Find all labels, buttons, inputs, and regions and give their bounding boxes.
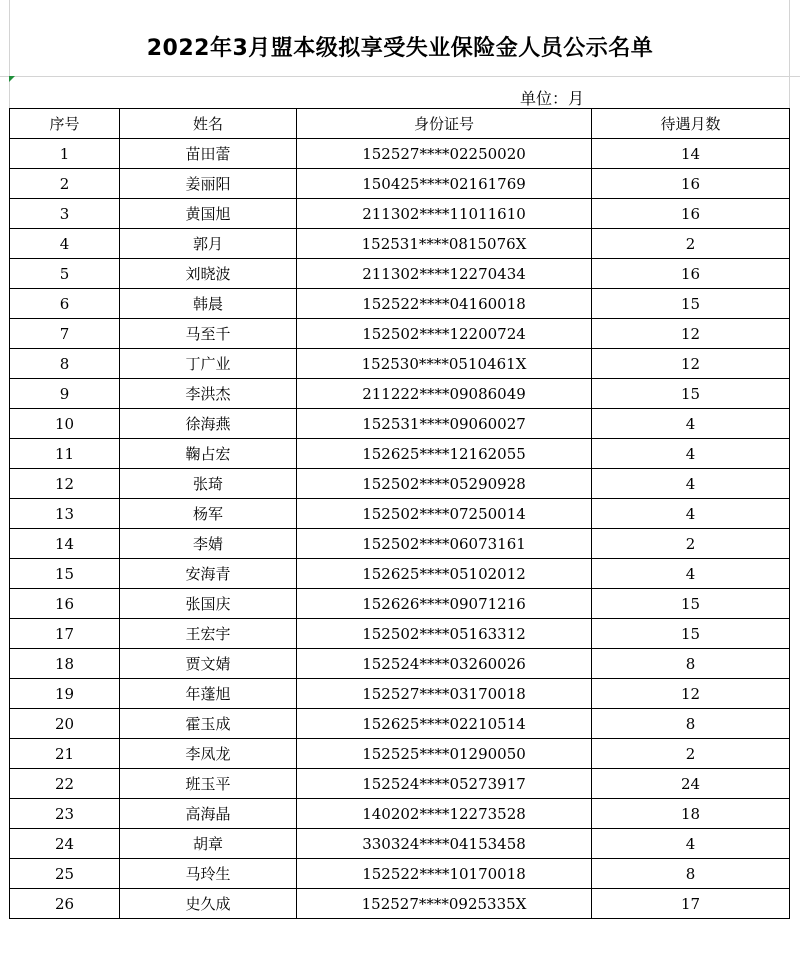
row-index-cell: 11	[10, 439, 120, 469]
row-index-cell: 19	[10, 679, 120, 709]
row-index-cell: 3	[10, 199, 120, 229]
table-row	[10, 319, 790, 349]
roster-body	[10, 139, 790, 919]
row-index-cell: 13	[10, 499, 120, 529]
row-index-cell: 4	[10, 229, 120, 259]
name-cell: 安海青	[120, 559, 297, 589]
name-cell: 霍玉成	[120, 709, 297, 739]
table-row	[10, 229, 790, 259]
row-index-cell: 12	[10, 469, 120, 499]
row-index-cell: 18	[10, 649, 120, 679]
name-cell: 黄国旭	[120, 199, 297, 229]
benefit-months-cell: 14	[592, 139, 790, 169]
id-number-cell: 152502****12200724	[297, 319, 592, 349]
unit-label: 单位：月	[520, 89, 585, 108]
row-index-cell: 14	[10, 529, 120, 559]
row-index-cell: 26	[10, 889, 120, 919]
id-number-cell: 152626****09071216	[297, 589, 592, 619]
name-cell: 胡章	[120, 829, 297, 859]
benefit-months-cell: 2	[592, 229, 790, 259]
row-index-cell: 5	[10, 259, 120, 289]
id-number-cell: 152527****0925335X	[297, 889, 592, 919]
id-number-cell: 152530****0510461X	[297, 349, 592, 379]
name-cell: 韩晨	[120, 289, 297, 319]
table-row	[10, 859, 790, 889]
table-row	[10, 709, 790, 739]
id-number-cell: 152625****12162055	[297, 439, 592, 469]
benefit-months-cell: 4	[592, 559, 790, 589]
id-number-cell: 330324****04153458	[297, 829, 592, 859]
row-index-cell: 23	[10, 799, 120, 829]
id-number-cell: 152524****03260026	[297, 649, 592, 679]
name-cell: 马至千	[120, 319, 297, 349]
name-cell: 高海晶	[120, 799, 297, 829]
row-index-cell: 22	[10, 769, 120, 799]
id-number-cell: 152502****07250014	[297, 499, 592, 529]
table-row	[10, 439, 790, 469]
table-row	[10, 379, 790, 409]
row-index-cell: 17	[10, 619, 120, 649]
benefit-months-cell: 2	[592, 739, 790, 769]
name-cell: 李凤龙	[120, 739, 297, 769]
table-row	[10, 199, 790, 229]
row-index-cell: 16	[10, 589, 120, 619]
id-number-cell: 211302****11011610	[297, 199, 592, 229]
id-number-cell: 152525****01290050	[297, 739, 592, 769]
benefit-months-cell: 15	[592, 589, 790, 619]
benefit-months-cell: 16	[592, 259, 790, 289]
name-cell: 贾文婧	[120, 649, 297, 679]
row-index-cell: 2	[10, 169, 120, 199]
benefit-months-cell: 12	[592, 349, 790, 379]
table-row	[10, 289, 790, 319]
table-row	[10, 649, 790, 679]
benefit-months-cell: 15	[592, 289, 790, 319]
page-title: 2022年3月盟本级拟享受失业保险金人员公示名单	[146, 35, 654, 61]
table-row	[10, 799, 790, 829]
row-index-cell: 6	[10, 289, 120, 319]
name-cell: 丁广业	[120, 349, 297, 379]
row-index-cell: 15	[10, 559, 120, 589]
id-number-cell: 152527****03170018	[297, 679, 592, 709]
table-row	[10, 169, 790, 199]
table-row	[10, 889, 790, 919]
id-number-cell: 211222****09086049	[297, 379, 592, 409]
table-row	[10, 529, 790, 559]
table-row	[10, 829, 790, 859]
roster-table	[9, 108, 790, 919]
row-index-cell: 21	[10, 739, 120, 769]
name-cell: 鞠占宏	[120, 439, 297, 469]
id-number-cell: 152625****05102012	[297, 559, 592, 589]
name-cell: 史久成	[120, 889, 297, 919]
row-index-cell: 10	[10, 409, 120, 439]
id-number-cell: 152502****05290928	[297, 469, 592, 499]
id-number-cell: 152502****05163312	[297, 619, 592, 649]
id-number-cell: 152527****02250020	[297, 139, 592, 169]
benefit-months-cell: 8	[592, 709, 790, 739]
column-header-index: 序号	[10, 109, 120, 139]
row-index-cell: 8	[10, 349, 120, 379]
benefit-months-cell: 24	[592, 769, 790, 799]
id-number-cell: 140202****12273528	[297, 799, 592, 829]
name-cell: 李婧	[120, 529, 297, 559]
benefit-months-cell: 4	[592, 829, 790, 859]
name-cell: 班玉平	[120, 769, 297, 799]
benefit-months-cell: 12	[592, 319, 790, 349]
table-row	[10, 619, 790, 649]
table-row	[10, 259, 790, 289]
table-row	[10, 139, 790, 169]
id-number-cell: 152502****06073161	[297, 529, 592, 559]
id-number-cell: 152524****05273917	[297, 769, 592, 799]
table-row	[10, 769, 790, 799]
name-cell: 刘晓波	[120, 259, 297, 289]
name-cell: 苗田蕾	[120, 139, 297, 169]
name-cell: 张国庆	[120, 589, 297, 619]
name-cell: 姜丽阳	[120, 169, 297, 199]
table-row	[10, 559, 790, 589]
benefit-months-cell: 8	[592, 649, 790, 679]
column-header-benefit-months: 待遇月数	[592, 109, 790, 139]
name-cell: 郭月	[120, 229, 297, 259]
benefit-months-cell: 16	[592, 169, 790, 199]
table-row	[10, 409, 790, 439]
benefit-months-cell: 15	[592, 619, 790, 649]
row-index-cell: 7	[10, 319, 120, 349]
name-cell: 马玲生	[120, 859, 297, 889]
row-index-cell: 1	[10, 139, 120, 169]
benefit-months-cell: 17	[592, 889, 790, 919]
id-number-cell: 152522****10170018	[297, 859, 592, 889]
table-row	[10, 349, 790, 379]
benefit-months-cell: 4	[592, 469, 790, 499]
column-header-name: 姓名	[120, 109, 297, 139]
cell-comment-marker	[9, 76, 15, 82]
name-cell: 张琦	[120, 469, 297, 499]
column-header-id-number: 身份证号	[297, 109, 592, 139]
table-row	[10, 469, 790, 499]
id-number-cell: 152531****09060027	[297, 409, 592, 439]
table-row	[10, 589, 790, 619]
benefit-months-cell: 15	[592, 379, 790, 409]
id-number-cell: 211302****12270434	[297, 259, 592, 289]
table-row	[10, 499, 790, 529]
table-row	[10, 739, 790, 769]
benefit-months-cell: 16	[592, 199, 790, 229]
benefit-months-cell: 4	[592, 409, 790, 439]
sheet-gridline	[0, 76, 800, 77]
id-number-cell: 150425****02161769	[297, 169, 592, 199]
benefit-months-cell: 4	[592, 499, 790, 529]
id-number-cell: 152522****04160018	[297, 289, 592, 319]
id-number-cell: 152625****02210514	[297, 709, 592, 739]
table-row	[10, 679, 790, 709]
header-row	[10, 109, 790, 139]
name-cell: 杨军	[120, 499, 297, 529]
row-index-cell: 24	[10, 829, 120, 859]
name-cell: 徐海燕	[120, 409, 297, 439]
row-index-cell: 9	[10, 379, 120, 409]
benefit-months-cell: 12	[592, 679, 790, 709]
name-cell: 王宏宇	[120, 619, 297, 649]
benefit-months-cell: 8	[592, 859, 790, 889]
name-cell: 年蓬旭	[120, 679, 297, 709]
benefit-months-cell: 18	[592, 799, 790, 829]
benefit-months-cell: 4	[592, 439, 790, 469]
benefit-months-cell: 2	[592, 529, 790, 559]
row-index-cell: 20	[10, 709, 120, 739]
name-cell: 李洪杰	[120, 379, 297, 409]
row-index-cell: 25	[10, 859, 120, 889]
id-number-cell: 152531****0815076X	[297, 229, 592, 259]
